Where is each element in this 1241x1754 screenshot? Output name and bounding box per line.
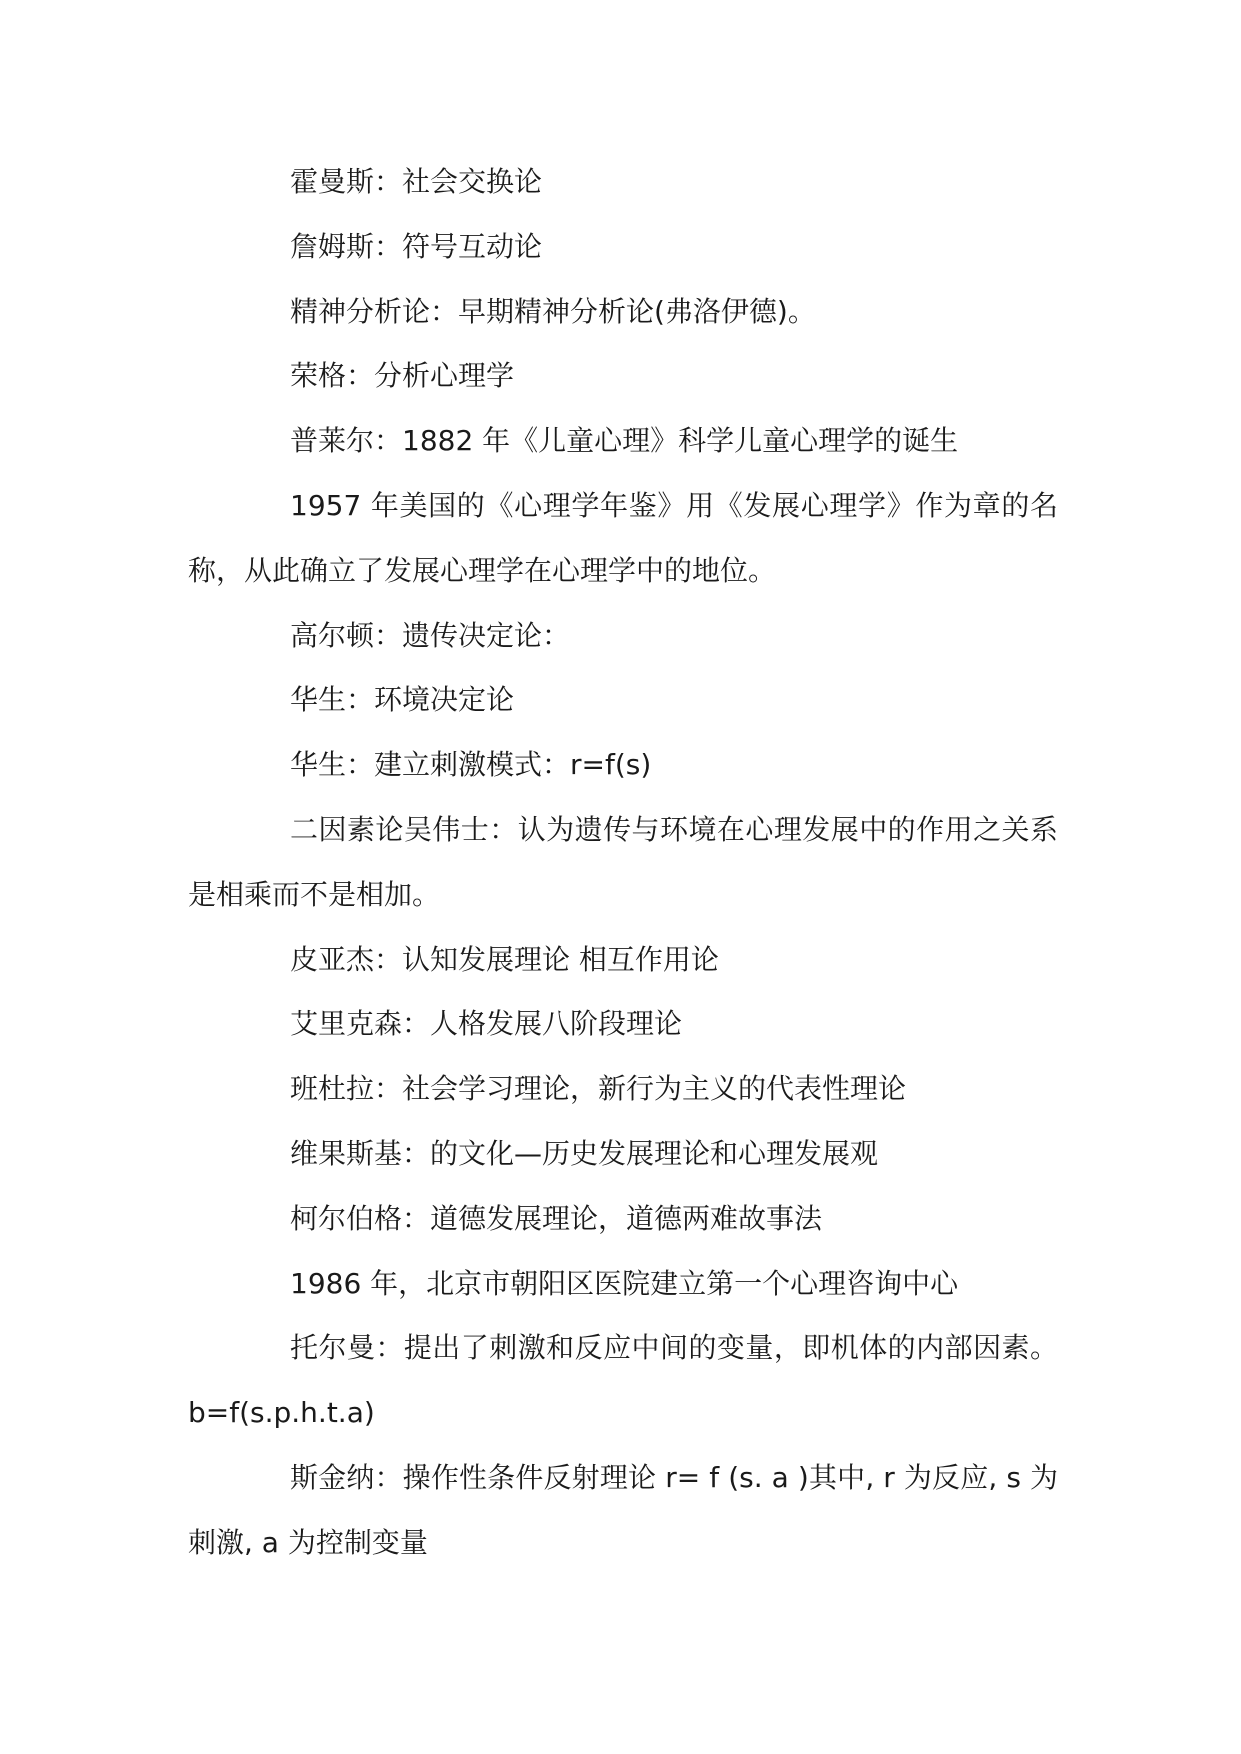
paragraph-woodworth: 二因素论吴伟士：认为遗传与环境在心理发展中的作用之关系是相乘而不是相加。: [188, 812, 1058, 911]
paragraph-erikson: 艾里克森：人格发展八阶段理论: [290, 1007, 683, 1041]
paragraph-preyer: 普莱尔：1882 年《儿童心理》科学儿童心理学的诞生: [290, 424, 959, 458]
paragraph-piaget: 皮亚杰：认知发展理论 相互作用论: [290, 942, 719, 976]
paragraph-watson-stimulus: 华生：建立刺激模式：r=f(s): [290, 748, 652, 782]
paragraph-bandura: 班杜拉：社会学习理论，新行为主义的代表性理论: [290, 1072, 907, 1106]
paragraph-tolman: 托尔曼：提出了刺激和反应中间的变量，即机体的内部因素。b=f(s.p.h.t.a): [188, 1331, 1058, 1430]
paragraph-psychoanalysis: 精神分析论：早期精神分析论(弗洛伊德)。: [290, 294, 816, 328]
paragraph-vygotsky: 维果斯基：的文化—历史发展理论和心理发展观: [290, 1136, 879, 1170]
paragraph-galton: 高尔顿：遗传决定论：: [290, 618, 571, 652]
document-body: [188, 150, 1058, 1576]
paragraph-homans: 霍曼斯：社会交换论: [290, 165, 543, 198]
paragraph-watson-environment: 华生：环境决定论: [290, 683, 515, 717]
paragraph-jung: 荣格：分析心理学: [290, 359, 515, 393]
paragraph-1957-yearbook: 1957 年美国的《心理学年鉴》用《发展心理学》作为章的名称，从此确立了发展心理学在心理学中的地位。: [188, 488, 1058, 587]
paragraph-1986-counseling-center: 1986 年，北京市朝阳区医院建立第一个心理咨询中心: [290, 1266, 959, 1300]
paragraph-james: 詹姆斯：符号互动论: [290, 229, 543, 263]
paragraph-skinner: 斯金纳：操作性条件反射理论 r= f (s. a )其中, r 为反应, s 为刺激, a 为控制变量: [188, 1460, 1058, 1559]
paragraph-kohlberg: 柯尔伯格：道德发展理论，道德两难故事法: [290, 1201, 823, 1235]
